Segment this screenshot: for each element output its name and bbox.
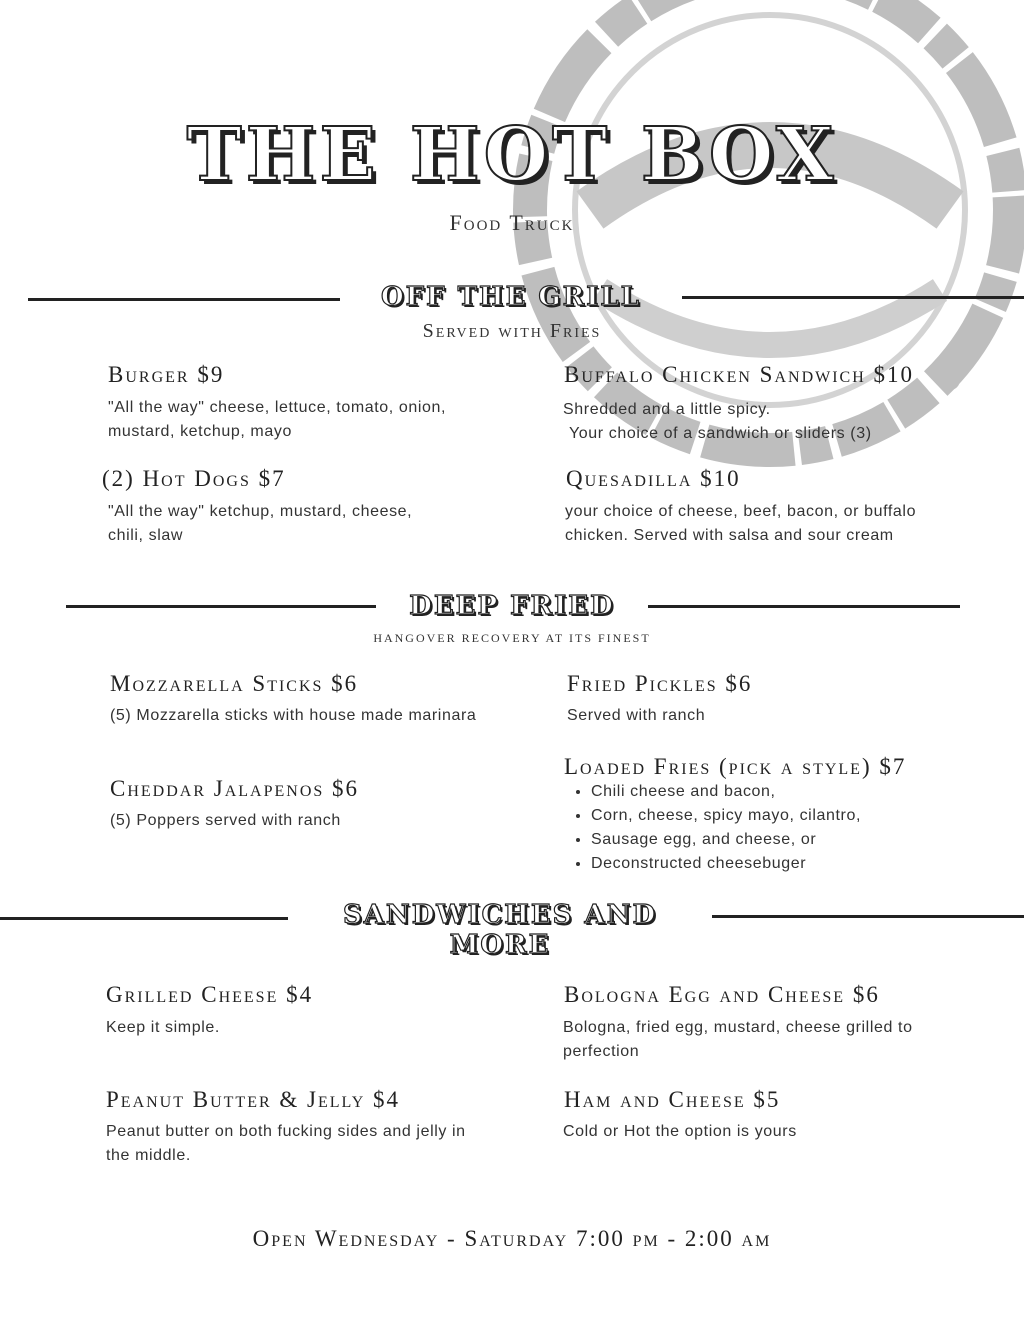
section-rule-right — [682, 296, 1024, 299]
item-desc-ham-and-cheese: Cold or Hot the option is yours — [563, 1123, 797, 1140]
item-name-bologna-egg-and-cheese: Bologna Egg and Cheese $6 — [564, 982, 880, 1007]
list-item: • Corn, cheese, spicy mayo, cilantro, — [591, 804, 965, 828]
item-name-loaded-fries: Loaded Fries (pick a style) $7 — [564, 754, 907, 779]
item-name-quesadilla: Quesadilla $10 — [566, 466, 741, 491]
list-item: • Deconstructed cheesebuger — [591, 852, 965, 876]
item-desc-cheddar-jalapenos: (5) Poppers served with ranch — [110, 812, 341, 829]
page-subtitle: Food Truck — [449, 210, 575, 235]
item-name-grilled-cheese: Grilled Cheese $4 — [106, 982, 314, 1007]
section-title-sandwiches-and-more — [288, 901, 712, 961]
item-name-buffalo-chicken-sandwich: Buffalo Chicken Sandwich $10 — [564, 362, 915, 387]
section-rule-right — [712, 915, 1024, 918]
desc-line: Your choice of a sandwich or sliders (3) — [569, 425, 872, 442]
page-title: THE HOT BOX — [186, 112, 838, 198]
section-subtitle: HANGOVER RECOVERY AT ITS FINEST — [373, 631, 651, 645]
section-rule-left — [66, 605, 376, 608]
item-desc-fried-pickles: Served with ranch — [567, 707, 706, 724]
list-item: • Chili cheese and bacon, — [591, 780, 965, 804]
item-desc-quesadilla: your choice of cheese, beef, bacon, or buffalo chicken. Served with salsa and sour cream — [565, 503, 917, 544]
item-desc-mozzarella-sticks: (5) Mozzarella sticks with house made marinara — [110, 707, 477, 724]
section-rule-right — [648, 605, 960, 608]
item-desc-buffalo-chicken-sandwich — [563, 398, 983, 446]
section-title-line: SANDWICHES AND — [342, 900, 657, 930]
item-desc-burger: "All the way" cheese, lettuce, tomato, onion, mustard, ketchup, mayo — [108, 399, 447, 440]
item-desc-bologna-egg-and-cheese: Bologna, fried egg, mustard, cheese grilled to perfection — [563, 1019, 913, 1060]
item-name-burger: Burger $9 — [108, 362, 225, 387]
section-subtitle: Served with Fries — [422, 320, 602, 342]
item-name-hot-dogs: (2) Hot Dogs $7 — [102, 466, 286, 491]
hours-footer: Open Wednesday - Saturday 7:00 pm - 2:00 am — [252, 1226, 772, 1251]
item-name-fried-pickles: Fried Pickles $6 — [567, 671, 753, 696]
item-name-peanut-butter-jelly: Peanut Butter & Jelly $4 — [106, 1087, 401, 1112]
section-title-off-the-grill: OFF THE GRILL — [381, 282, 641, 312]
item-name-cheddar-jalapenos: Cheddar Jalapenos $6 — [110, 776, 360, 801]
item-desc-peanut-butter-jelly: Peanut butter on both fucking sides and jelly in the middle. — [106, 1123, 466, 1164]
item-desc-grilled-cheese: Keep it simple. — [106, 1019, 220, 1036]
item-name-mozzarella-sticks: Mozzarella Sticks $6 — [110, 671, 359, 696]
item-desc-loaded-fries — [565, 780, 965, 876]
section-title-line: MORE — [449, 929, 551, 960]
section-rule-left — [0, 917, 288, 920]
list-item: • Sausage egg, and cheese, or — [591, 828, 965, 852]
item-desc-hot-dogs: "All the way" ketchup, mustard, cheese, chili, slaw — [108, 503, 413, 544]
loaded-fries-style-list — [565, 780, 965, 876]
section-rule-left — [28, 298, 340, 301]
item-name-ham-and-cheese: Ham and Cheese $5 — [564, 1087, 781, 1112]
desc-line: Shredded and a little spicy. — [563, 401, 771, 418]
section-title-deep-fried: DEEP FRIED — [409, 591, 615, 621]
